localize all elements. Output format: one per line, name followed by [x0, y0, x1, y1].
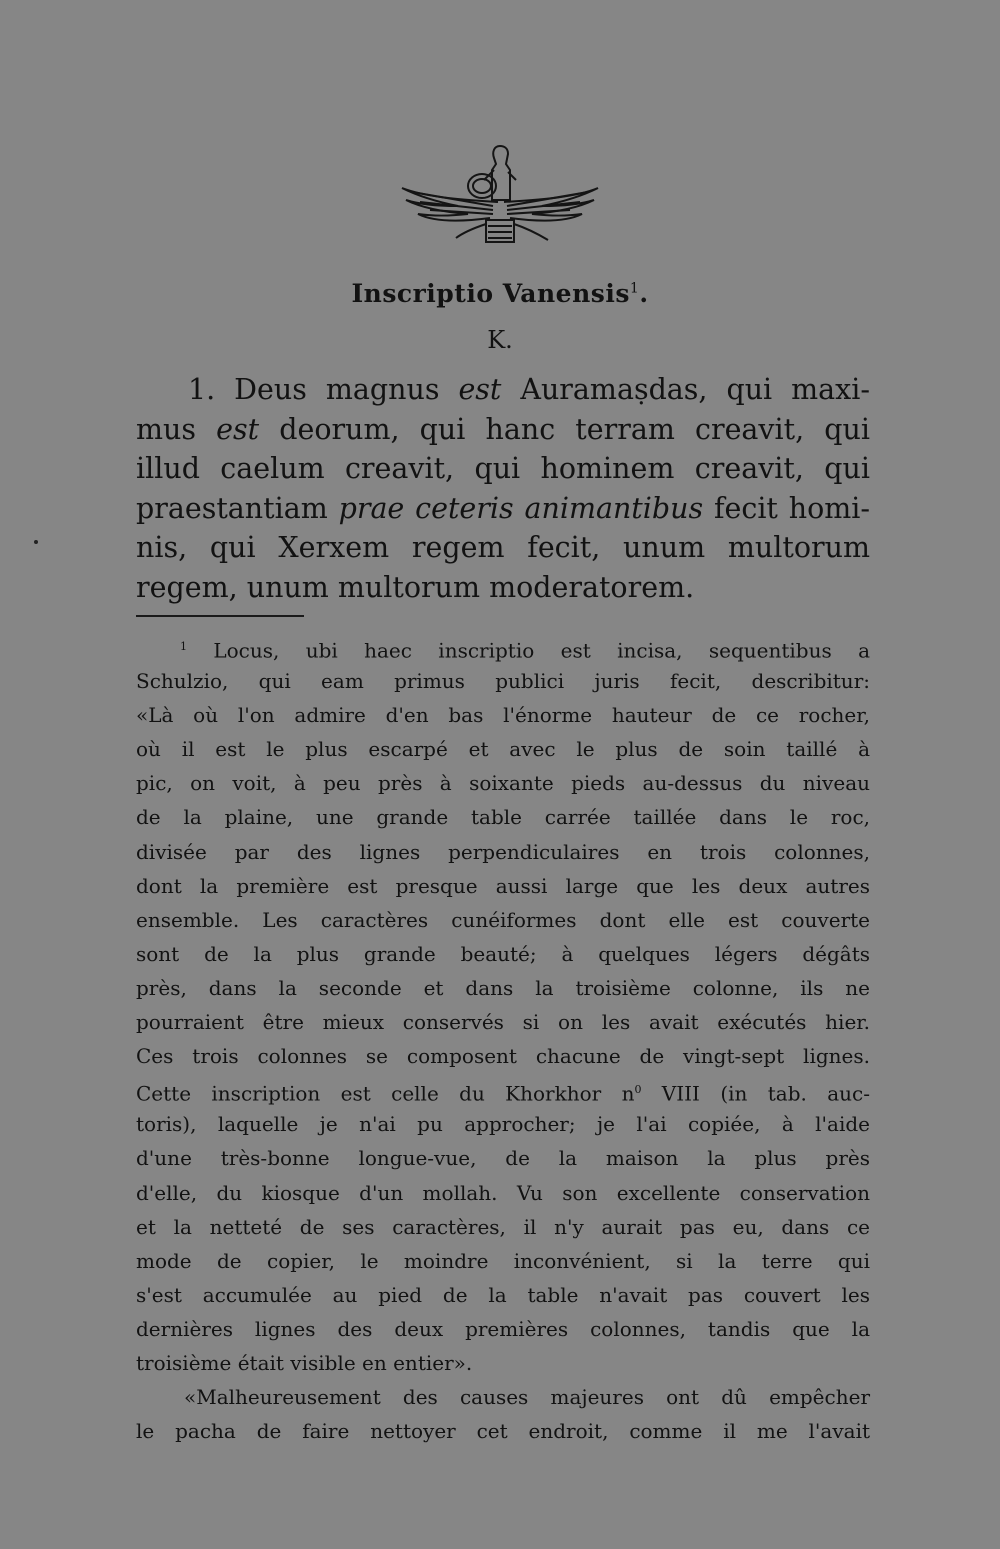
footnote-line: toris), laquelle je n'ai pu approcher; je l'ai copiée, à l'aide: [136, 1112, 870, 1137]
main-line-3: illud caelum creavit, qui hominem creavit, qui: [136, 452, 870, 485]
footnote-line: s'est accumulée au pied de la table n'avait pas couvert les: [136, 1282, 870, 1307]
inscription-title: Inscriptio Vanensis$^1$.: [351, 279, 649, 308]
footnote-line: Schulzio, qui eam primus publici juris fecit, describitur:: [136, 669, 870, 694]
footnote-line: divisée par des lignes perpendiculaires en trois colonnes,: [136, 839, 870, 864]
margin-speck: [34, 540, 38, 544]
main-line-1: 1. Deus magnus est Auramaṣdas, qui maxi-: [188, 373, 870, 406]
title-footnote-mark: 1: [629, 280, 640, 297]
footnote-line: «Là où l'on admire d'en bas l'énorme hauteur de ce rocher,: [136, 703, 870, 728]
footnote-line: où il est le plus escarpé et avec le plus de soin taillé à: [136, 737, 870, 762]
footnote-line: Ces trois colonnes se composent chacune de vingt-sept lignes.: [136, 1044, 870, 1069]
footnote-line: le pacha de faire nettoyer cet endroit, comme il me l'avait: [136, 1419, 870, 1444]
main-line-2: mus est deorum, qui hanc terram creavit, qui: [136, 412, 870, 446]
faravahar-emblem: [398, 140, 602, 252]
footnote-line: de la plaine, une grande table carrée taillée dans le roc,: [136, 805, 870, 830]
footnote-line: troisième était visible en entier».: [136, 1350, 473, 1375]
footnote-line: ensemble. Les caractères cunéiformes dont elle est couverte: [136, 907, 870, 932]
footnote-line: mode de copier, le moindre inconvénient, si la terre qui: [136, 1248, 870, 1273]
footnote-line: près, dans la seconde et dans la troisième colonne, ils ne: [136, 975, 870, 1000]
footnote-line: d'une très-bonne longue-vue, de la maison la plus près: [136, 1146, 870, 1171]
footnote-line: sont de la plus grande beauté; à quelques légers dégâts: [136, 941, 870, 966]
footnote-line: dernières lignes des deux premières colonnes, tandis que la: [136, 1316, 870, 1341]
footnote-line: $^1$ Locus, ubi haec inscriptio est incisa, sequentibus a: [180, 638, 870, 663]
footnote-line: Cette inscription est celle du Khorkhor $n^0$ VIII (in tab. auc-: [136, 1081, 870, 1106]
main-line-5: nis, qui Xerxem regem fecit, unum multorum: [136, 531, 870, 564]
footnote-line: pourraient être mieux conservés si on les avait exécutés hier.: [136, 1010, 870, 1035]
main-line-6: regem, unum multorum moderatorem.: [136, 570, 695, 604]
footnote-line: pic, on voit, à peu près à soixante pieds au-dessus du niveau: [136, 771, 870, 796]
footnote-line: d'elle, du kiosque d'un mollah. Vu son excellente conservation: [136, 1180, 870, 1205]
footnote-line: dont la première est presque aussi large que les deux autres: [136, 873, 870, 898]
main-line-4: praestantiam prae ceteris animantibus fecit homi-: [136, 491, 870, 525]
footnote-line: et la netteté de ses caractères, il n'y aurait pas eu, dans ce: [136, 1214, 870, 1239]
title-text: Inscriptio Vanensis: [351, 279, 630, 308]
section-label: K.: [487, 326, 513, 354]
footnote-divider: [136, 615, 304, 617]
footnote-line: «Malheureusement des causes majeures ont dû empêcher: [184, 1385, 870, 1410]
main-paragraph: [136, 370, 870, 607]
footnote: [136, 630, 870, 1448]
